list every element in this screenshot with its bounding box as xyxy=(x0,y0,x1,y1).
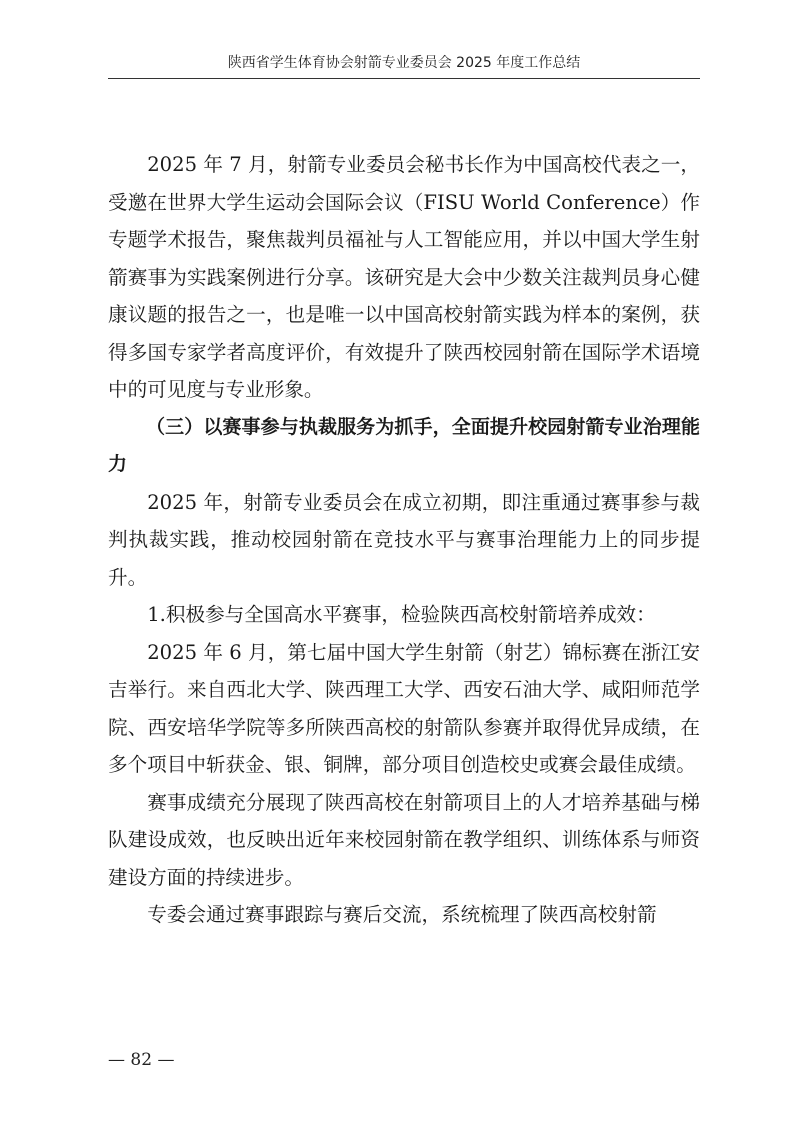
paragraph-results: 赛事成绩充分展现了陕西高校在射箭项目上的人才培养基础与梯队建设成效，也反映出近年来校园射箭在教学组织、训练体系与师资建设方面的持续进步。 xyxy=(108,790,700,889)
section-heading-3: （三）以赛事参与执裁服务为抓手，全面提升校园射箭专业治理能力 xyxy=(108,415,700,475)
page-number: — 82 — xyxy=(108,1050,175,1070)
subheading-1: 1.积极参与全国高水平赛事，检验陕西高校射箭培养成效： xyxy=(147,603,656,626)
paragraph-intro: 2025 年，射箭专业委员会在成立初期，即注重通过赛事参与裁判执裁实践，推动校园射箭在竞技水平与赛事治理能力上的同步提升。 xyxy=(108,490,700,589)
document-body xyxy=(108,146,700,934)
header-title: 陕西省学生体育协会射箭专业委员会 2025 年度工作总结 xyxy=(227,55,581,71)
paragraph-championship: 2025 年 6 月，第七届中国大学生射箭（射艺）锦标赛在浙江安吉举行。来自西北大学、陕西理工大学、西安石油大学、咸阳师范学院、西安培华学院等多所陕西高校的射箭队参赛并取得优异成绩，在多个项目中斩获金、银、铜牌，部分项目创造校史或赛会最佳成绩。 xyxy=(108,640,700,776)
running-header xyxy=(108,50,700,79)
paragraph-fisu-report: 2025 年 7 月，射箭专业委员会秘书长作为中国高校代表之一，受邀在世界大学生运动会国际会议（FISU World Conference）作专题学术报告，聚焦裁判员福祉与人工智能应用，并以中国大学生射箭赛事为实践案例进行分享。该研究是大会中少数关注裁判员身心健康议题的报告之一，也是唯一以中国高校射箭实践为样本的案例，获得多国专家学者高度评价，有效提升了陕西校园射箭在国际学术语境中的可见度与专业形象。 xyxy=(108,153,700,401)
paragraph-tracking: 专委会通过赛事跟踪与赛后交流，系统梳理了陕西高校射箭 xyxy=(147,903,657,926)
